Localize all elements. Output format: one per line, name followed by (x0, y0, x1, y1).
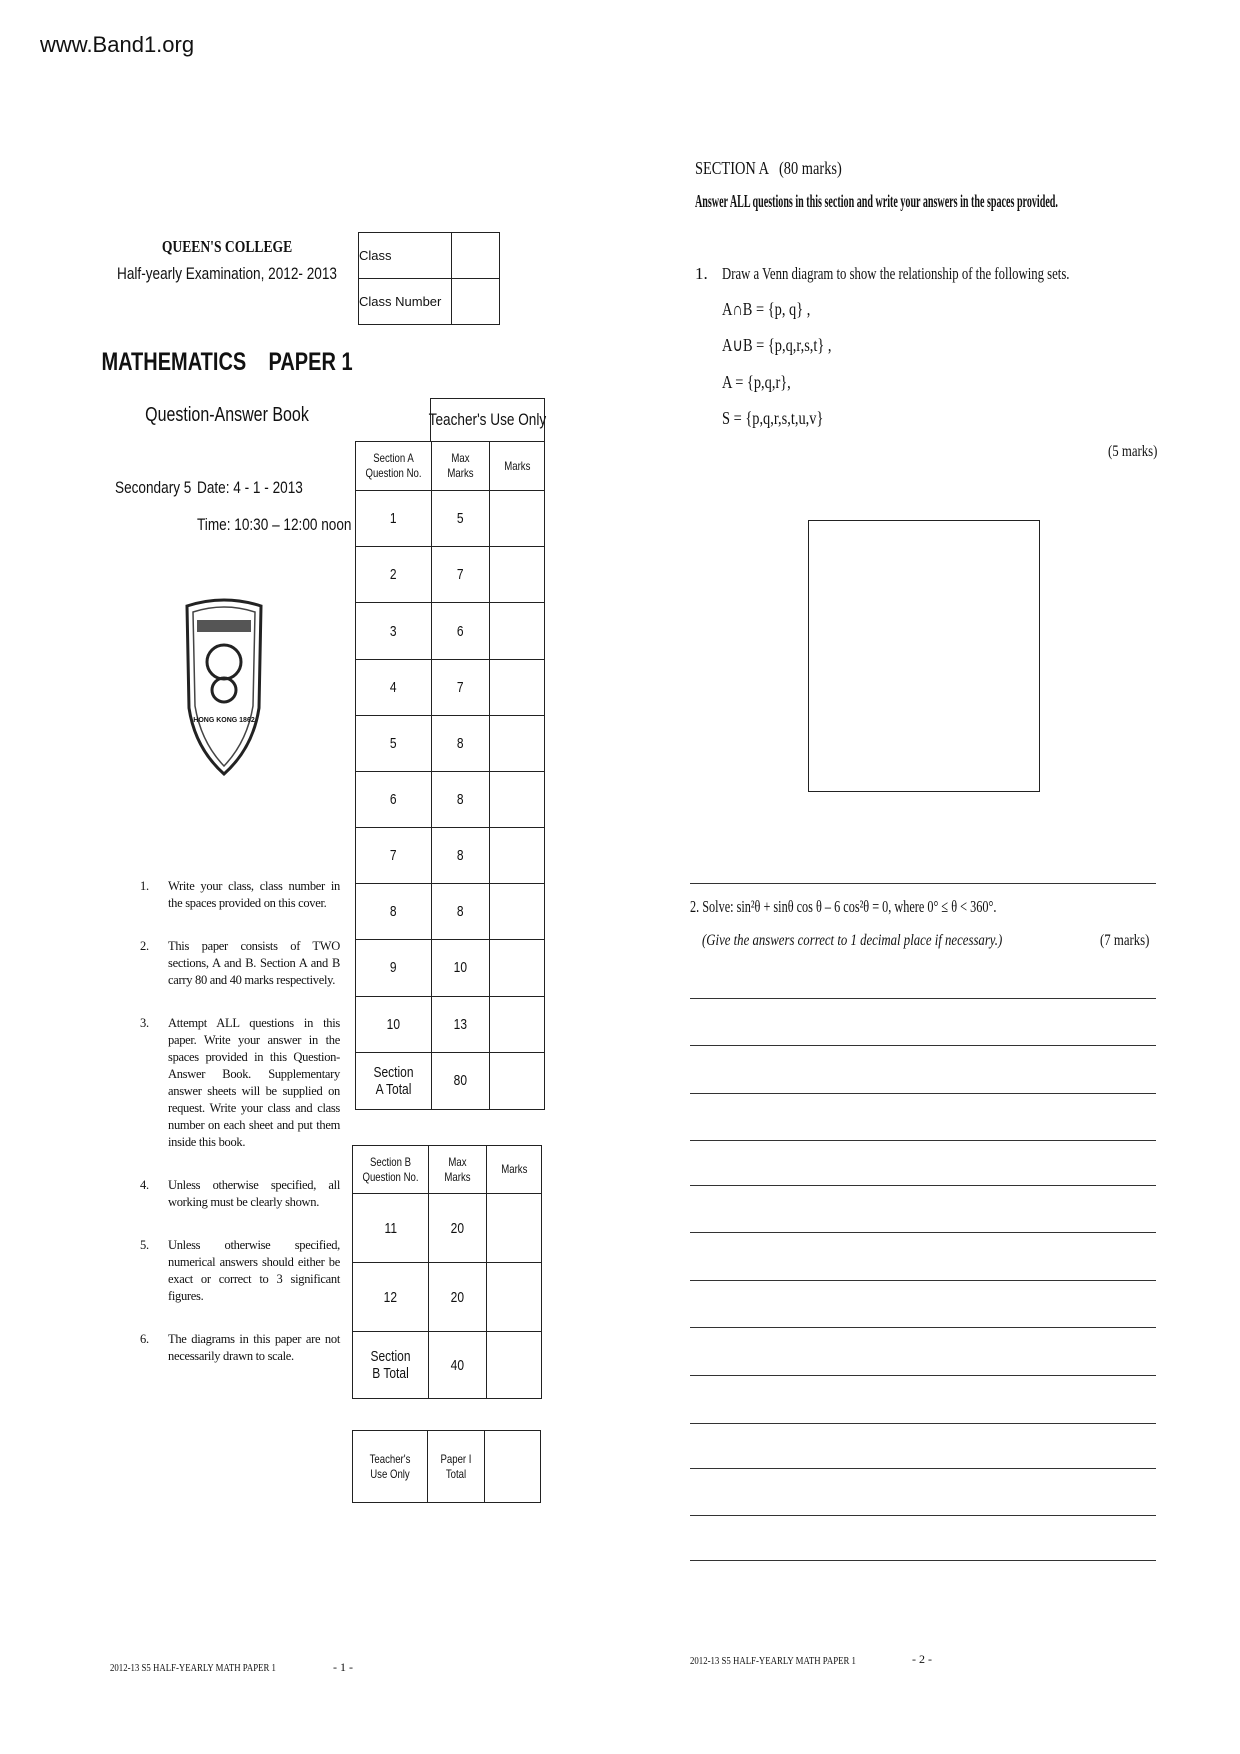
max-marks: 8 (432, 771, 490, 827)
class-number-label: Class Number (359, 279, 452, 325)
instruction-number: 3. (140, 1016, 149, 1030)
q1-set-1: A∩B = {p, q} , (722, 299, 811, 319)
instructions-list (140, 878, 340, 1391)
instruction-item (140, 1177, 340, 1211)
question-number: 11 (353, 1194, 429, 1263)
table-row (356, 491, 545, 547)
q1-set-3: A = {p,q,r}, (722, 372, 791, 392)
table-row (353, 1194, 542, 1263)
instruction-number: 1. (140, 879, 149, 893)
marks-field[interactable] (490, 771, 545, 827)
section-a-marks-table (355, 441, 545, 1110)
question-number: 5 (356, 715, 432, 771)
footer-right-text: 2012-13 S5 HALF-YEARLY MATH PAPER 1 (690, 1655, 856, 1667)
header-max-marks: Max Marks (429, 1146, 487, 1194)
answer-line (690, 1423, 1156, 1424)
max-marks: 20 (429, 1194, 487, 1263)
q2-text: 2. Solve: sin²θ + sinθ cos θ – 6 cos²θ = 0, where 0° ≤ θ < 360°. (690, 897, 997, 916)
marks-field[interactable] (487, 1194, 542, 1263)
max-marks: 13 (432, 996, 490, 1052)
instruction-item (140, 1331, 340, 1365)
teachers-use-header: Teacher's Use Only (430, 398, 545, 441)
paper-total-field[interactable] (485, 1431, 541, 1503)
header-question-no: Section B Question No. (353, 1146, 429, 1194)
instruction-item (140, 1015, 340, 1151)
footer-left-page: - 1 - (333, 1660, 353, 1674)
max-marks: 20 (429, 1263, 487, 1332)
instruction-text: Unless otherwise specified, all working must be clearly shown. (168, 1178, 340, 1209)
table-row (356, 884, 545, 940)
table-row (356, 940, 545, 996)
marks-field[interactable] (490, 547, 545, 603)
question-number: 9 (356, 940, 432, 996)
crest-text: HONG KONG 1862 (193, 717, 255, 724)
instruction-number: 5. (140, 1238, 149, 1252)
header-marks: Marks (490, 442, 545, 491)
venn-diagram-answer-box[interactable] (808, 520, 1040, 792)
instruction-number: 4. (140, 1178, 149, 1192)
answer-line (690, 1515, 1156, 1516)
total-row (356, 1052, 545, 1109)
instruction-number: 2. (140, 939, 149, 953)
answer-line (690, 1560, 1156, 1561)
class-field[interactable] (452, 233, 500, 279)
q2-note: (Give the answers correct to 1 decimal place if necessary.) (702, 932, 1003, 949)
answer-line (690, 1232, 1156, 1233)
marks-field[interactable] (490, 491, 545, 547)
question-number: 6 (356, 771, 432, 827)
class-number-field[interactable] (452, 279, 500, 325)
q2-marks: (7 marks) (1100, 932, 1150, 949)
instruction-item (140, 878, 340, 912)
q1-marks: (5 marks) (1108, 443, 1158, 460)
question-number: 8 (356, 884, 432, 940)
max-marks: 10 (432, 940, 490, 996)
total-max-marks: 80 (432, 1052, 490, 1109)
question-number: 10 (356, 996, 432, 1052)
table-row (356, 603, 545, 659)
table-row (356, 547, 545, 603)
instruction-text: This paper consists of TWO sections, A and B. Section A and B carry 80 and 40 marks respectively. (168, 939, 340, 987)
instruction-text: Unless otherwise specified, numerical answers should either be exact or correct to 3 significant figures. (168, 1238, 340, 1303)
max-marks: 8 (432, 828, 490, 884)
question-number: 7 (356, 828, 432, 884)
max-marks: 8 (432, 715, 490, 771)
school-crest-logo (183, 598, 265, 778)
section-a-title: SECTION A (80 marks) (695, 158, 842, 178)
instruction-item (140, 938, 340, 989)
question-number: 3 (356, 603, 432, 659)
instruction-number: 6. (140, 1332, 149, 1346)
marks-field[interactable] (490, 828, 545, 884)
total-max-marks: 40 (429, 1332, 487, 1399)
class-box (358, 232, 500, 325)
total-marks-field[interactable] (487, 1332, 542, 1399)
book-title: Question-Answer Book (145, 404, 309, 426)
answer-line (690, 1327, 1156, 1328)
watermark: www.Band1.org (40, 32, 195, 57)
header-marks: Marks (487, 1146, 542, 1194)
marks-field[interactable] (487, 1263, 542, 1332)
section-b-marks-table (352, 1145, 542, 1399)
instruction-text: Write your class, class number in the spaces provided on this cover. (168, 879, 340, 910)
max-marks: 6 (432, 603, 490, 659)
max-marks: 7 (432, 547, 490, 603)
table-row (356, 996, 545, 1052)
total-row (353, 1332, 542, 1399)
instruction-text: Attempt ALL questions in this paper. Write your answer in the spaces provided in this Question-Answer Book. Supplementary answer sheets will be supplied on request. Write your class and class number on each sheet and put them inside this book. (168, 1016, 340, 1149)
subject-title: MATHEMATICS PAPER 1 (101, 348, 353, 376)
q1-text: Draw a Venn diagram to show the relationship of the following sets. (722, 264, 1070, 283)
header-question-no: Section A Question No. (356, 442, 432, 491)
divider (690, 883, 1156, 884)
school-name: QUEEN'S COLLEGE (161, 237, 293, 256)
marks-field[interactable] (490, 603, 545, 659)
paper-total-label: Paper I Total (428, 1431, 485, 1503)
table-row (356, 828, 545, 884)
exam-date: Date: 4 - 1 - 2013 (197, 478, 303, 497)
max-marks: 7 (432, 659, 490, 715)
form-level: Secondary 5 (115, 478, 192, 497)
marks-field[interactable] (490, 659, 545, 715)
answer-line (690, 1140, 1156, 1141)
instruction-text: The diagrams in this paper are not necessarily drawn to scale. (168, 1332, 340, 1363)
marks-field[interactable] (490, 715, 545, 771)
paper-total-table (352, 1430, 541, 1503)
table-row (353, 1263, 542, 1332)
table-row (356, 715, 545, 771)
teachers-use-label: Teacher's Use Only (353, 1431, 428, 1503)
question-number: 2 (356, 547, 432, 603)
header-max-marks: Max Marks (432, 442, 490, 491)
exam-time: Time: 10:30 – 12:00 noon (197, 515, 352, 534)
max-marks: 8 (432, 884, 490, 940)
table-row (356, 771, 545, 827)
total-label: Section A Total (356, 1052, 432, 1109)
class-label: Class (359, 233, 452, 279)
question-number: 1 (356, 491, 432, 547)
marks-field[interactable] (490, 940, 545, 996)
q1-number: 1. (695, 264, 708, 283)
total-label: Section B Total (353, 1332, 429, 1399)
question-number: 4 (356, 659, 432, 715)
footer-right-page: - 2 - (912, 1652, 932, 1666)
section-a-instruction: Answer ALL questions in this section and write your answers in the spaces provided. (695, 191, 1058, 211)
table-row (356, 659, 545, 715)
answer-line (690, 998, 1156, 999)
answer-line (690, 1280, 1156, 1281)
instruction-item (140, 1237, 340, 1305)
marks-field[interactable] (490, 884, 545, 940)
answer-line (690, 1468, 1156, 1469)
answer-line (690, 1093, 1156, 1094)
answer-line (690, 1375, 1156, 1376)
footer-left-text: 2012-13 S5 HALF-YEARLY MATH PAPER 1 (110, 1662, 276, 1674)
exam-name: Half-yearly Examination, 2012- 2013 (117, 264, 337, 283)
max-marks: 5 (432, 491, 490, 547)
marks-field[interactable] (490, 996, 545, 1052)
answer-line (690, 1045, 1156, 1046)
q1-set-4: S = {p,q,r,s,t,u,v} (722, 408, 824, 428)
answer-line (690, 1185, 1156, 1186)
q1-set-2: A∪B = {p,q,r,s,t} , (722, 335, 832, 355)
total-marks-field[interactable] (490, 1052, 545, 1109)
question-number: 12 (353, 1263, 429, 1332)
